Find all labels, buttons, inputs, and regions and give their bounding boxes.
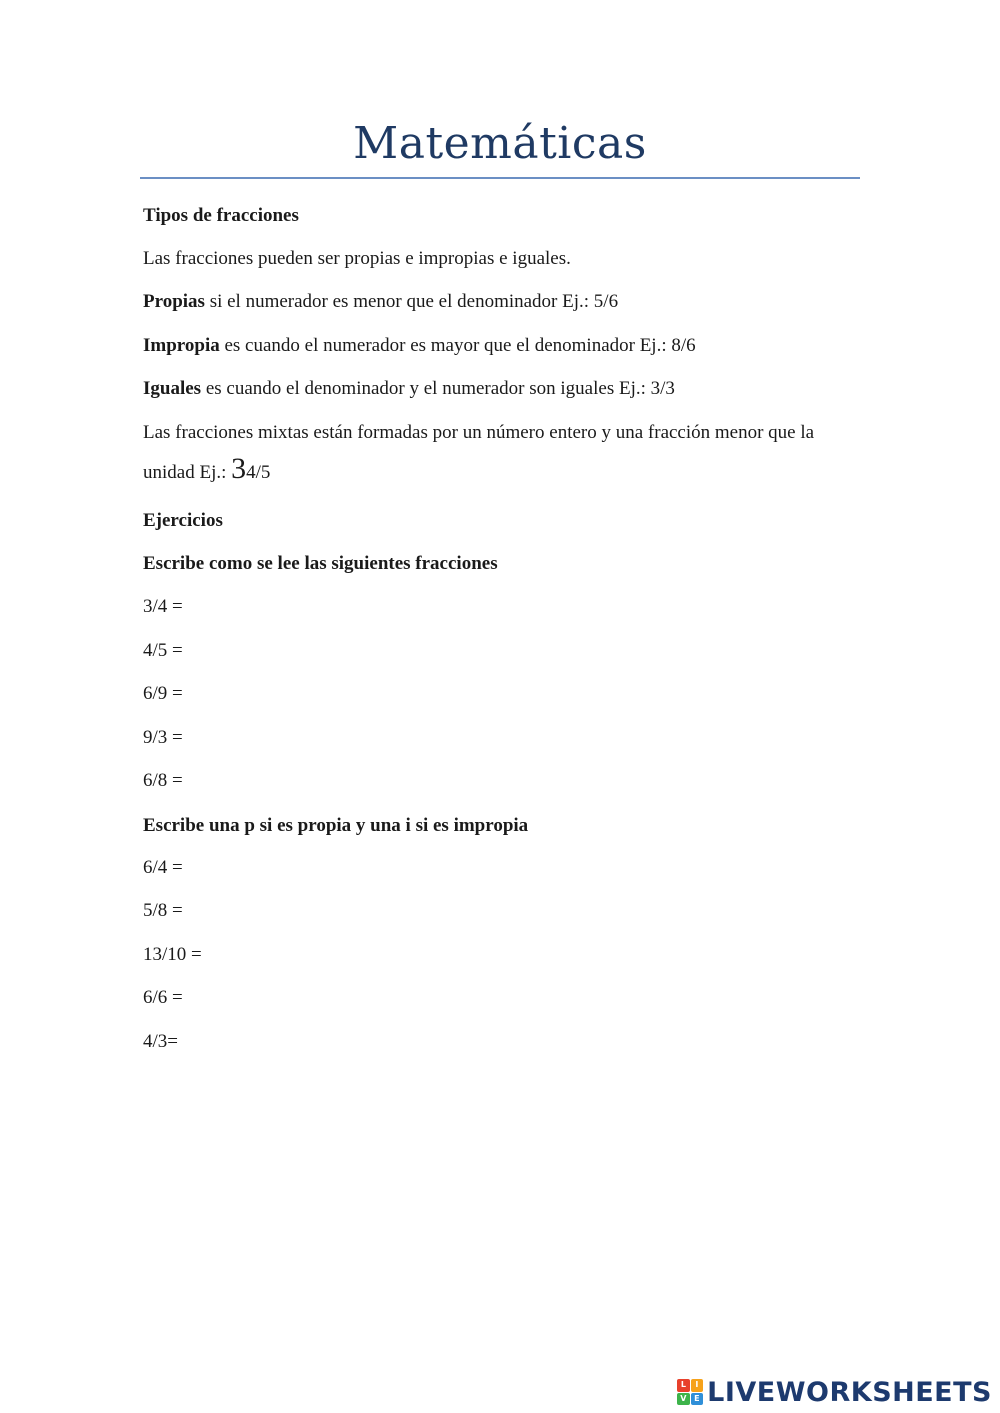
exercises-heading: Ejercicios [143,510,223,531]
impropia-term: Impropia [143,335,220,356]
logo-mark-tile: I [691,1379,704,1392]
answer-input[interactable] [223,942,487,968]
propias-text: si el numerador es menor que el denominador Ej.: 5/6 [204,291,619,312]
answer-input[interactable] [223,985,487,1011]
exercise1-item: 6/8 = [143,770,183,792]
exercise1-instruction: Escribe como se lee las siguientes fracciones [143,553,498,574]
propias-definition [143,291,618,313]
exercise2-item: 6/4 = [143,857,183,879]
liveworksheets-logo[interactable] [677,1374,992,1410]
exercise1-item: 3/4 = [143,596,183,618]
logo-mark-tile: V [677,1393,690,1406]
intro-text: Las fracciones pueden ser propias e impropias e iguales. [143,248,571,269]
answer-input[interactable] [223,681,487,707]
exercise2-item: 13/10 = [143,944,202,966]
exercise2-item: 5/8 = [143,900,183,922]
impropia-definition [143,335,696,357]
impropia-text: es cuando el numerador es mayor que el denominador Ej.: 8/6 [219,335,696,356]
exercise2-instruction: Escribe una p si es propia y una i si es impropia [143,815,529,836]
exercise2-item: 4/3= [143,1031,178,1053]
answer-input[interactable] [223,725,487,751]
iguales-definition [143,378,675,400]
exercise1-item: 4/5 = [143,640,183,662]
mixed-fraction: 4/5 [246,462,271,483]
mixtas-prefix: unidad Ej.: [143,462,232,483]
answer-input[interactable] [223,855,487,881]
exercise1-item: 9/3 = [143,727,183,749]
exercise2-item: 6/6 = [143,987,183,1009]
title-divider [140,177,860,179]
mixtas-line1: Las fracciones mixtas están formadas por un número entero y una fracción menor que la [143,422,815,443]
logo-text: LIVEWORKSHEETS [707,1376,992,1408]
exercise1-item: 6/9 = [143,683,183,705]
logo-mark-tile: E [691,1393,704,1406]
mixtas-line2 [143,452,270,486]
iguales-text: es cuando el denominador y el numerador son iguales Ej.: 3/3 [201,378,675,399]
answer-input[interactable] [223,638,487,664]
section-heading: Tipos de fracciones [143,205,299,226]
answer-input[interactable] [223,594,487,620]
propias-term: Propias [143,291,205,312]
logo-mark-tile: L [677,1379,690,1392]
answer-input[interactable] [223,898,487,924]
answer-input[interactable] [223,768,487,794]
logo-mark-icon [677,1379,703,1405]
answer-input[interactable] [223,1029,487,1055]
mixed-whole: 3 [231,452,247,485]
iguales-term: Iguales [143,378,202,399]
page-title: Matemáticas [353,118,647,169]
